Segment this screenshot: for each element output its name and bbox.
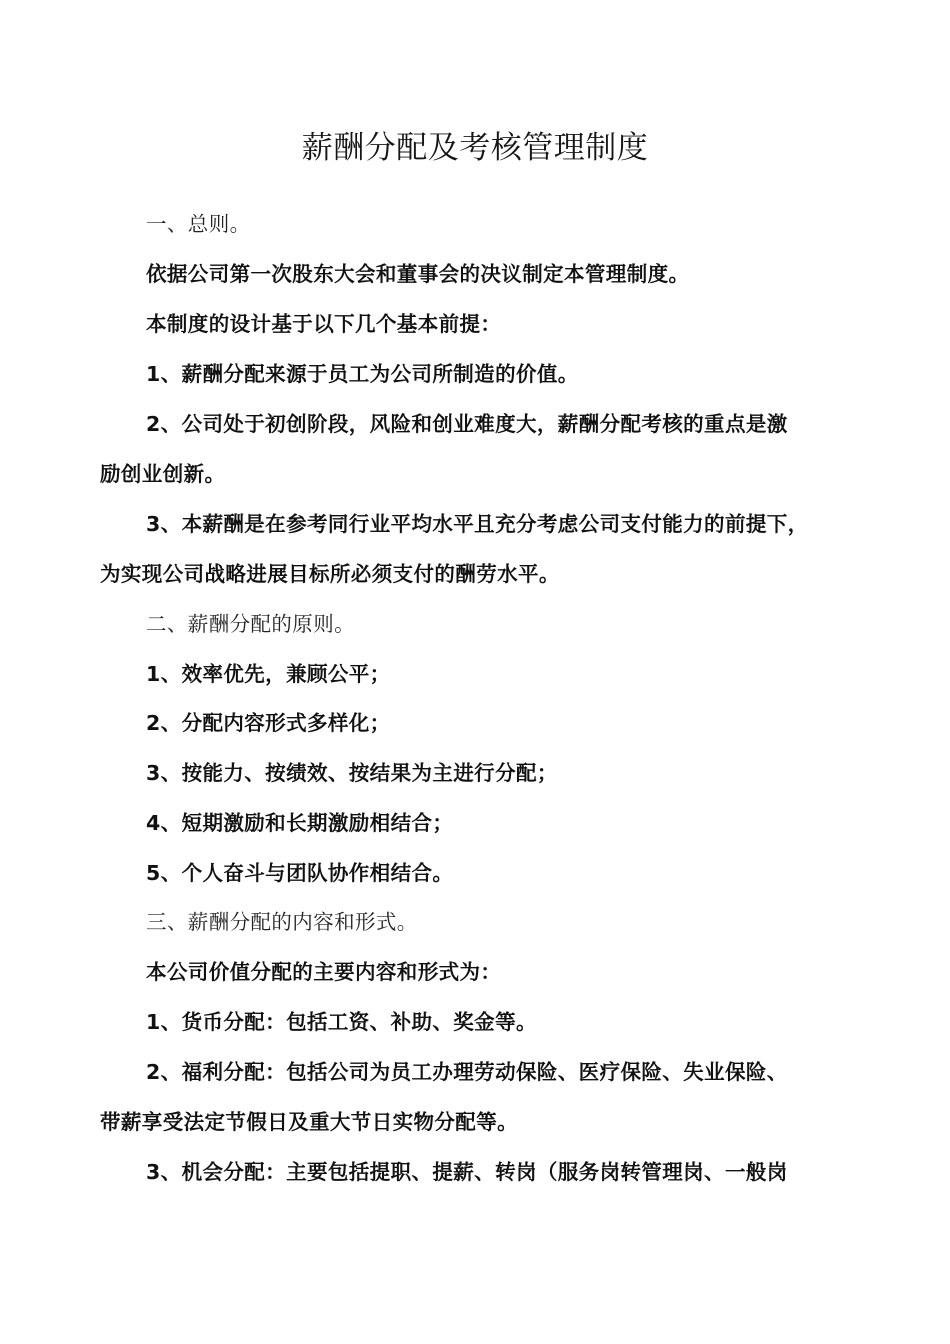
list-item: 2、福利分配：包括公司为员工办理劳动保险、医疗保险、失业保险、 [146,1060,788,1084]
list-item: 1、货币分配：包括工资、补助、奖金等。 [146,1010,537,1034]
list-item: 3、按能力、按绩效、按结果为主进行分配； [146,761,558,785]
list-item: 1、效率优先，兼顾公平； [146,662,391,686]
section-heading-principles: 二、薪酬分配的原则。 [146,612,355,636]
paragraph-line: 依据公司第一次股东大会和董事会的决议制定本管理制度。 [146,262,690,286]
section-heading-content: 三、薪酬分配的内容和形式。 [146,910,418,934]
document-title: 薪酬分配及考核管理制度 [301,130,649,166]
list-item-continuation: 带薪享受法定节假日及重大节日实物分配等。 [100,1110,518,1134]
list-item: 4、短期激励和长期激励相结合； [146,811,454,835]
section-heading-general: 一、总则。 [146,212,251,236]
list-item: 3、机会分配：主要包括提职、提薪、转岗（服务岗转管理岗、一般岗 [146,1160,788,1184]
paragraph-line: 本制度的设计基于以下几个基本前提： [146,312,502,336]
list-item: 2、公司处于初创阶段，风险和创业难度大，薪酬分配考核的重点是激 [146,412,788,436]
list-item: 3、本薪酬是在参考同行业平均水平且充分考虑公司支付能力的前提下， [146,512,809,536]
paragraph-line: 本公司价值分配的主要内容和形式为： [146,960,502,984]
list-item-continuation: 为实现公司战略进展目标所必须支付的酬劳水平。 [100,562,560,586]
list-item: 1、薪酬分配来源于员工为公司所制造的价值。 [146,362,579,386]
list-item-continuation: 励创业创新。 [100,462,226,486]
list-item: 5、个人奋斗与团队协作相结合。 [146,861,454,885]
list-item: 2、分配内容形式多样化； [146,711,391,735]
